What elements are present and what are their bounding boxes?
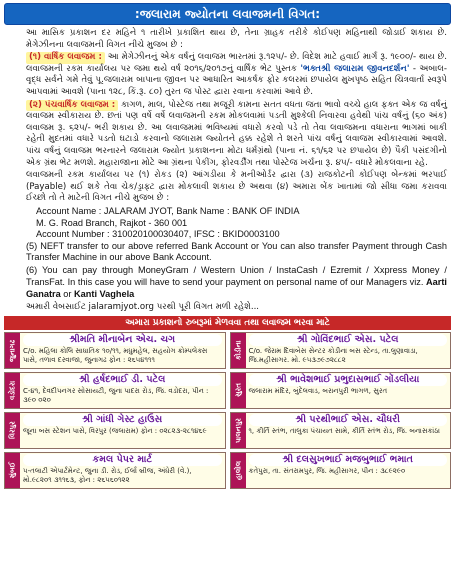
representative-address: ૫-તલાટી એપાર્ટમેન્ટ, જુના ડી. રોડ, ઈર્લા બ્રીજ, અંધેરી (વે.), મો.૯૮૨૦૧ ૩૧૧૬૩, ફોન : ૨૬૫૬૦૧૨૨ [23,467,192,484]
annual-subscription-paragraph [8,52,447,98]
annual-subscription-heading: (૧) વાર્ષિક લવાજમ : [26,52,105,64]
representative-name: શ્રી પરથીભાઈ એસ. ચૌધરી [249,414,448,426]
representative-address: C/o. મહિલા કોલિ સાધાતિક ૧૦/૧૧, મધુમહેલ, સહયોગ ક્રોમ્પલેક્સ પાસે, તળાવ દરવાજા, જુનાગઢ ફોન : ૨૬૫૪૧૧૧ [23,347,208,364]
five-year-subscription-text: કાગળ, માલ, પોસ્ટેજ તથા મજૂરી કામના સતત વધતા જતા ભાવો વચ્ચે હાલ ફક્ત એક જ વર્ષનું લવાજમ સ્વીકારાય છે. છતાં પણ વર્ષે વર્ષે લવાજમની રકમ મોકલવામાં પડતી મુશ્કેલી નિવારવા હવેથી પાંચ વર્ષનું (૬૦ અંક) લવાજમ રૂ. ૬૨૫/- ભરી શકાય છે. આ લવાજમમાં ભવિષ્યમાં વધારો કરવો પડે તો તેવા લવાજમના વધારાના ભાગમાં બાકી રહેતી મુદતમાં વધારે પડતો ઘટાડો કરવાનો જલારામ જ્યોતને હક્ક રહેશે તે શરતે પાંચ વર્ષનું લવાજમ સ્વીકારવામાં આવશે. પાંચ વર્ષનું લવાજમ ભરનારને જલારામ જ્યોત પ્રકાશનના મોટા ધર્મગ્રંથો (પાના નં. ૬૧/૬૨ પર છપાયેલ છે) પૈકી પસંદગીનો એક ગ્રંથ ભેટ મળશે. મહારાજાના મોટે આ ગ્રંથના પેકીંગ, ફોરવર્ડીંગ તથા પોસ્ટેજ ખર્ચના રૂ. ૪૫/- વધારે મોકલવાના રહે. [26,99,447,168]
card-city-label: સુરત [231,373,246,408]
card-body [246,453,451,488]
representative-name: શ્રી ભાવેશભાઈ પ્રભુદાસભાઈ ગોંડલીયા [249,374,448,386]
annual-subscription-text: આ મેગેઝીનનું એક વર્ષનું લવાજમ ભારતમાં રૂ.૧૨૫/- છે. વિદેશ માટે હવાઈ માર્ગ રૂ. ૧૯૦૦/- થાય છે. લવાજમની રકમ કાર્યાલય પર જમા થયે વર્ષ ૨૦૧૬/૨૦૧૭નું વાર્ષિક ભેટ પુસ્તક [26,52,447,74]
representative-name: કમલ પેપર માર્ટ [23,454,222,466]
card-city-label: મુંબઈ [5,453,20,488]
intro-paragraph: આ માસિક પ્રકાશન દર મહિને ૧ તારીખે પ્રકાશિત થાય છે, તેના ગ્રાહક તરીકે કોઈપણ મહિનાથી જોડાઈ શકાય છે. મેગેઝીનના લવાજમની વિગત નીચે મુજબ છે : [26,28,447,50]
account-name-line: Account Name : JALARAM JYOT, Bank Name : BANK OF INDIA [36,205,300,216]
representative-card [230,412,452,449]
representative-address: કતેપુરા, તા. સંતરામપુર, જિ. મહીસાગર, પીન : ૩૮૯૨૯૦ [248,467,406,476]
representative-card [230,372,452,409]
card-body [246,413,451,448]
representative-address: C-૪૧, દેવદીપનગર સોસાયટી, જુના પાદરા રોડ, જિ. વડોદરા, પીન : ૩૯૦ ૦૨૦ [23,387,209,404]
card-body [20,453,225,488]
annual-subscription-text-2: - અબાલ-વૃદ્ધ સર્વને ગમે તેવું પૂ.જલારામ બાપાના જીવન પર આધારિત આકર્ષક ફોર કલરમાં છપાયેલ મુખપૃષ્ઠ સહિત ચિત્રવાર્તા સ્વરૂપે આપવામાં આવશે (પાના ૧૨૮, કિં.રૂ. ૮૦) તુરત જ પોસ્ટ દ્વારા રવાના કરવામાં આવે છે. [26,63,447,97]
representative-card [230,332,452,369]
card-body [20,413,225,448]
representative-name: શ્રી ગોવિંદભાઈ એસ. પટેલ [249,334,448,346]
representatives-banner: અમારા પ્રકાશનો રુબરૂમાં મેળવવા તથા લવાજમ ભરવા માટે [4,316,451,330]
card-body [20,373,225,408]
bank-account-details [8,206,447,241]
card-city-label: હાલોલ [231,453,246,488]
money-transfer-paragraph [8,265,447,300]
representative-card [4,332,226,369]
representative-card [4,372,226,409]
card-body [20,333,225,368]
account-number-line: Account Number : 310020100030407, IFSC : BKID0003100 [36,229,280,240]
representative-address: જૂના બસ સ્ટેશન પાસે, વિરપુર (જલારામ) ફોન : ૦૨૮૨૩-૨૮૧૪૬૯ [23,427,207,436]
representative-name: શ્રી હર્ષદભાઈ ડી. પટેલ [23,374,222,386]
card-body [246,373,451,408]
card-body [246,333,451,368]
gift-book-title: 'ભક્તશ્રી જલારામ જીવનદર્શન' [300,63,410,74]
representative-card [4,412,226,449]
card-city-label: જુનાગઢ [5,333,20,368]
or-text: or [63,288,72,299]
payment-methods-paragraph: લવાજમની રકમ કાર્યાલય પર (૧) રોકડ (૨) આંગડીયા કે મનીઓર્ડર દ્વારા (૩) રાજકોટની કોઈપણ બેન્કમાં ભરપાઈ (Payable) થઈ શકે તેવા ચેક/ડ્રાફ્ટ દ્વારા મોકલાવી શકાય છે અથવા (૪) અમારા બેંક ખાતામાં જો સીધા જમા કરાવવા ઈચ્છો તો તે માટેની વિગત નીચે મુજબ છે : [26,170,447,204]
subscription-details [4,25,451,313]
money-transfer-text: (6) You can pay through MoneyGram / Western Union / InstaCash / Ezremit / Xxpress Money / TransFat. In this case you will have to send your payment on personal name of our Managers viz. [26,265,447,288]
card-city-label: કોડીના [231,333,246,368]
representative-address: ૧, કીર્તિ સ્તંભ, તાલુકા પંચાયત સામે, કીર્તિ સ્તંભ રોડ, જિ. બનાસકાંઠા [248,427,440,436]
representative-address: જલારામ મંદિર, બુંદેલવાડ, બરાનપુરી ભાગળ, સુરત [248,387,388,396]
page-title: :જલારામ જ્યોતના લવાજમની વિગત: [4,3,451,25]
manager-name-2: Kanti Vaghela [74,288,135,299]
card-city-label: પાલનપુર [231,413,246,448]
representative-address: C/o. જેરામ દિવાબેસ સેન્ટર કોડીના બસ સ્ટેન્ડ, તા.લુણાવાડા, જિ.મહીસાગર. મો. ૯૫૩૭૯૭૨૮૮૨ [248,347,418,364]
representative-name: શ્રી દલસુખભાઈ મજબુભાઈ ભમાત [249,454,448,466]
manager-name-1: Aarti Ganatra [26,277,447,299]
representative-card [4,452,226,489]
neft-paragraph: (5) NEFT transfer to our above referred Bank Account or You can also transfer Payment through Cash Transfer Machine in our above Bank Account. [26,240,447,263]
card-city-label: વડોદરા [5,373,20,408]
card-city-label: વિરપુર [5,413,20,448]
website-line: અમારી વેબસાઈટ jalaramjyot.org પરથી પૂરી વિગત મળી રહેશે... [26,301,260,312]
branch-line: M. G. Road Branch, Rajkot - 360 001 [36,217,188,228]
representative-card [230,452,452,489]
representative-name: શ્રી ગાંધી ગેસ્ટ હાઉસ [23,414,222,426]
representative-name: શ્રીમતિ મીનાબેન એચ. ચગ [23,334,222,346]
five-year-subscription-heading: (૨) પંચવાર્ષિક લવાજમ : [26,100,118,112]
representatives-grid [4,332,451,489]
five-year-subscription-paragraph [8,100,447,170]
